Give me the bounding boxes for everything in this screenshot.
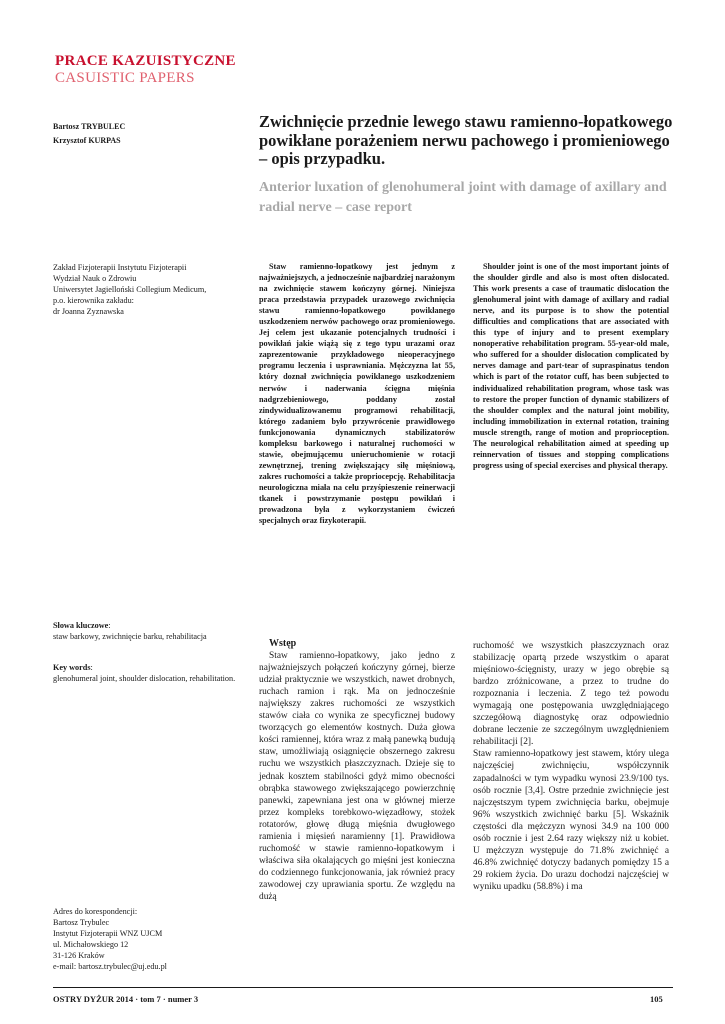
body-column-left [259,638,455,903]
article-title-english: Anterior luxation of glenohumeral joint with damage of axillary and radial nerve – case report [259,180,667,215]
section-title-polish: PRACE KAZUISTYCZNE [55,53,236,69]
correspondence-line: 31-126 Kraków [53,951,105,960]
correspondence-address [53,906,253,972]
correspondence-line: ul. Michałowskiego 12 [53,940,129,949]
affiliation [53,262,243,317]
keywords-text: staw barkowy, zwichnięcie barku, rehabilitacja [53,631,207,641]
body-column-right [473,640,669,893]
author-list [53,120,125,148]
keywords-label: Słowa kluczowe [53,621,109,630]
affiliation-line: Zakład Fizjoterapii Instytutu Fizjoterapii [53,263,187,272]
affiliation-line: Wydział Nauk o Zdrowiu [53,274,137,283]
correspondence-email: e-mail: bartosz.trybulec@uj.edu.pl [53,962,167,971]
abstract-polish: Staw ramienno-łopatkowy jest jednym z najważniejszych, a jednocześnie najbardziej narażonym na zwichnięcie stawem kończyny górnej. Niniejsza praca przedstawia przypadek urazowego zwichnięcia stawu ramienno-łopatkowego powikłanego uszkodzeniem nerwów pachowego oraz promieniowego. Jej celem jest ukazanie potencjalnych trudności i powikłań jakie wiążą się z tego typu urazami oraz zaprezentowanie przykładowego nieoperacyjnego programu leczenia i usprawniania. Mężczyzna lat 55, który doznał zwichnięcia powikłanego uszkodzeniem nerwów i naderwania ścięgna mięśnia nadgrzebieniowego, poddany został zindywidualizowanemu programowi rehabilitacji, którego zadaniem było przywrócenie prawidłowego funkcjonowania dynamicznych stabilizatorów kompleksu barkowego i naturalnej ruchomości w stawie, obejmującemu unieruchomienie w rotacji zewnętrznej, trening zwiększający siłę mięśniową, zakres ruchomości a także propriocepcję. Rehabilitacja neurologiczna miała na celu przyśpieszenie reinerwacji tkanek i powstrzymanie postępu powikłań i prowadzona była z wykorzystaniem ćwiczeń specjalnych oraz fizykoterapii. [259,262,455,526]
correspondence-line: Adres do korespondencji: [53,907,138,916]
author-name: Bartosz TRYBULEC [53,122,126,131]
keywords-text: glenohumeral joint, shoulder dislocation, rehabilitation. [53,673,236,683]
section-heading-introduction: Wstęp [269,638,297,649]
footer-journal: OSTRY DYŻUR 2014 · tom 7 · numer 3 [53,994,199,1004]
footer-divider [53,987,673,988]
correspondence-line: Bartosz Trybulec [53,918,110,927]
page-number: 105 [650,994,663,1004]
abstract-english: Shoulder joint is one of the most important joints of the shoulder girdle and also is most often dislocated. This work presents a case of traumatic dislocation the glenohumeral joint with damage of axillary and radial nerve, and its purpose is to show the potential difficulties and complications that are associated with this type of injury and to present exemplary nonoperative rehabilitation program. 55-year-old male, who suffered for a shoulder dislocation complicated by nerves damage and part-tear of supraspinatus tendon which is part of the rotator cuff, has been subjected to individualized rehabilitation program, whose task was to restore the proper function of dynamic stabilizers of the shoulder complex and the natural joint mobility, including immobilization in external rotation, training muscle strength, range of motion and proprioception. The neurological rehabilitation aimed at speeding up reinnervation of tissues and stopping complications progress using of special exercises and physical therapy. [473,262,669,470]
body-paragraph: Staw ramienno-łopatkowy jest stawem, który ulega najczęściej zwichnięciu, współczynnik zapadalności w tym wypadku wynosi 23.9/100 tys. osób rocznie [3,4]. Ostre przednie zwichnięcie jest najczęstszym typem zwichnięcia barku, obejmuje 96% wszystkich zwichnięć barku [5]. Wskaźnik częstości dla mężczyzn wynosi 34.9 na 100 000 osób rocznie i jest 2.64 razy większy niż u kobiet. U mężczyzn występuje do 71.8% zwichnięć a 46.8% zwichnięć dotyczy badanych pomiędzy 15 a 29 rokiem życia. Do urazu dochodzi najczęściej w wyniku upadku (58.8%) i ma [473,749,669,892]
body-paragraph: ruchomość we wszystkich płaszczyznach oraz stabilizację opartą przede wszystkim o aparat mięśniowo-ścięgnisty, urazy w jego obrębie są bardzo zróżnicowane, a przez to trudne do rozpoznania i leczenia. Z tego też powodu wymagają one postępowania uwzględniającego szczegółową diagnostykę oraz odpowiednio dobrane leczenie ze szczególnym uwzględnieniem rehabilitacji [2]. [473,641,669,748]
body-paragraph: Staw ramienno-łopatkowy, jako jedno z najważniejszych połączeń kończyny górnej, bierze udział praktycznie we wszystkich, nawet drobnych, ruchach ramion i rąk. Ma on jednocześnie największy zakres ruchomości ze wszystkich stawów ciała co wynika ze specyficznej budowy tworzących go elementów kostnych. Duża głowa kości ramiennej, która wraz z małą panewką budują staw, umożliwiają osiągnięcie obszernego zakresu ruchu we wszystkich płaszczyznach. Dzieje się to jednak kosztem stabilności gdyż mimo obecności obrąbka stawowego zwiększającego powierzchnię panewki, zapewniana jest ona w głównej mierze przez kompleks torebkowo-więzadłowy, stożek rotatorów, głowę długą mięśnia dwugłowego ramienia i mięsień naramienny [1]. Prawidłowa ruchomość w stawie ramienno-łopatkowym i właściwa siła okalających go mięśni jest konieczna do codziennego funkcjonowania, jak również pracy zawodowej czy uprawiania sportu. Ze względu na dużą [259,651,455,902]
author-name: Krzysztof KURPAS [53,136,121,145]
correspondence-line: Instytut Fizjoterapii WNZ UJCM [53,929,163,938]
article-title-polish: Zwichnięcie przednie lewego stawu ramienno-łopatkowego powikłane porażeniem nerwu pachowego i promieniowego – opis przypadku. [259,112,673,168]
keywords-polish: Słowa kluczowe: staw barkowy, zwichnięcie barku, rehabilitacja [53,621,253,642]
keywords-label: Key words [53,663,91,672]
keywords-english: Key words: glenohumeral joint, shoulder dislocation, rehabilitation. [53,663,253,684]
affiliation-line: dr Joanna Zyznawska [53,307,124,316]
section-title-english: CASUISTIC PAPERS [55,70,195,86]
affiliation-line: p.o. kierownika zakładu: [53,296,134,305]
affiliation-line: Uniwersytet Jagielloński Collegium Medicum, [53,285,207,294]
